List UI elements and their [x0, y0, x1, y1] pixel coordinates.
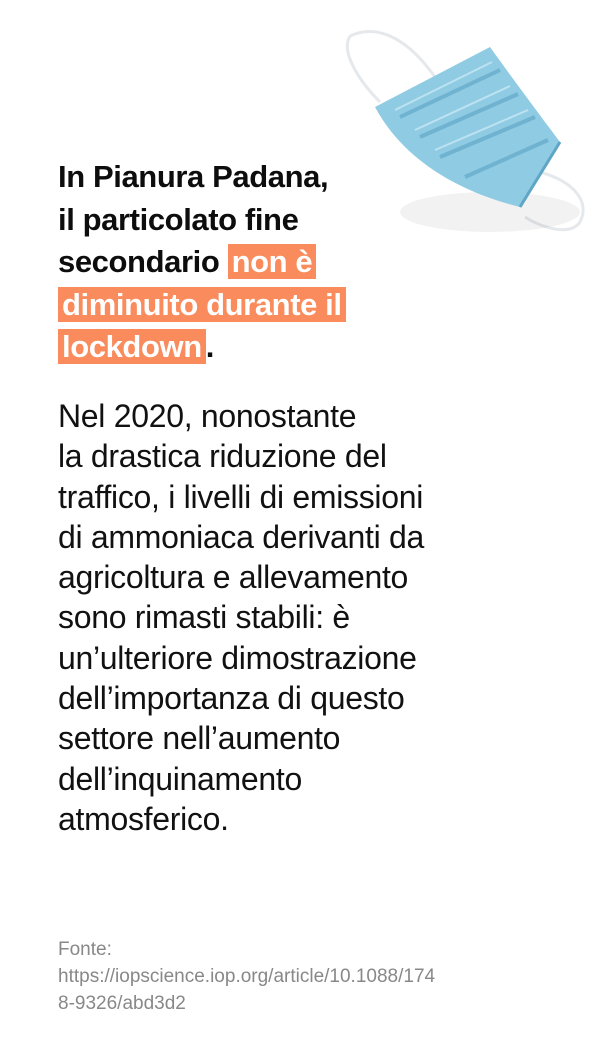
body-line: traffico, i livelli di emissioni: [58, 478, 424, 515]
source-url-line-1: https://iopscience.iop.org/article/10.1088/174: [58, 966, 436, 987]
headline-period: .: [205, 329, 214, 364]
headline-line-2: il particolato fine: [58, 201, 299, 237]
body-line: Nel 2020, nonostante: [58, 398, 357, 434]
source-citation: [58, 936, 558, 1017]
body-line: dell’importanza di questo: [58, 680, 405, 717]
body-line: atmosferico.: [58, 800, 229, 837]
body-line: un’ulteriore dimostrazione: [58, 639, 417, 676]
source-label: Fonte:: [58, 939, 112, 960]
headline-line-3: secondario: [58, 244, 228, 279]
body-line: dell’inquinamento: [58, 760, 302, 797]
body-line: la drastica riduzione del: [58, 438, 387, 475]
body-line: sono rimasti stabili: è: [58, 599, 350, 636]
body-line: di ammoniaca derivanti da: [58, 518, 425, 555]
headline: [58, 156, 398, 369]
source-url-line-2: 8-9326/abd3d2: [58, 993, 186, 1014]
body-paragraph: [58, 396, 578, 839]
body-line: agricoltura e allevamento: [58, 559, 409, 596]
headline-line-1: In Pianura Padana,: [58, 159, 329, 194]
headline-highlight: non è diminuito durante il lockdown: [58, 244, 346, 364]
body-line: settore nell’aumento: [58, 720, 341, 757]
